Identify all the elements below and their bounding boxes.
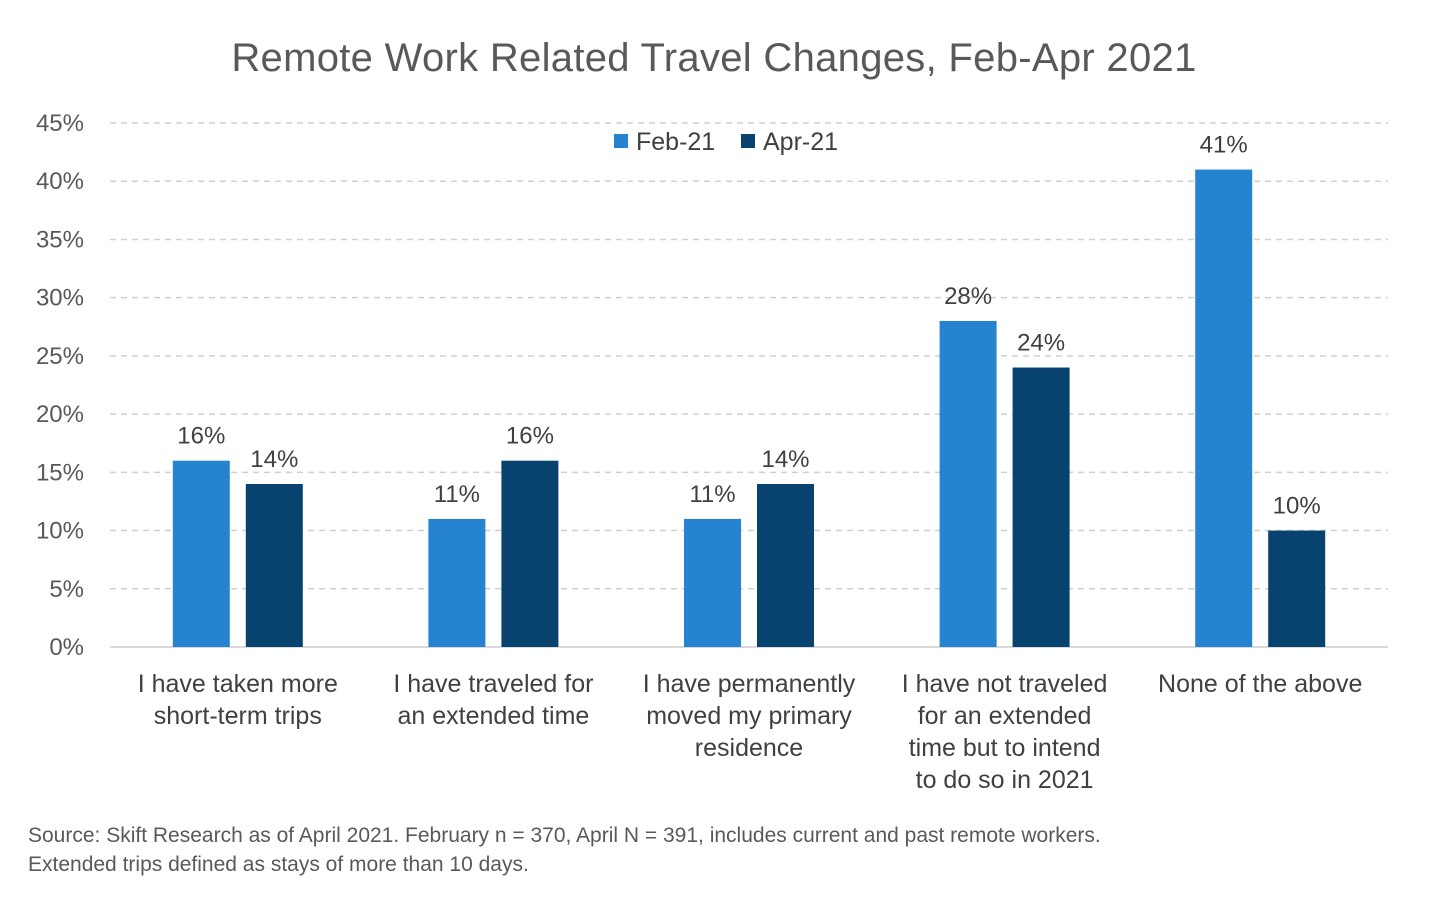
x-category-label: moved my primary xyxy=(646,702,852,730)
data-label: 16% xyxy=(177,422,226,450)
legend xyxy=(614,128,838,156)
data-label: 11% xyxy=(433,480,481,508)
data-label: 28% xyxy=(944,282,993,310)
y-tick-label: 30% xyxy=(35,284,84,312)
y-tick-label: 25% xyxy=(35,342,84,370)
data-label: 14% xyxy=(250,445,299,473)
bar xyxy=(501,461,558,647)
x-category-label: I have taken more xyxy=(137,670,338,698)
y-tick-label: 45% xyxy=(35,110,84,137)
x-category-label: I have not traveled xyxy=(901,670,1108,698)
x-category-label: residence xyxy=(694,734,804,762)
y-tick-label: 15% xyxy=(35,459,84,487)
y-tick-label: 5% xyxy=(49,575,84,603)
x-category-label: for an extended xyxy=(917,702,1092,730)
y-tick-label: 35% xyxy=(35,226,84,254)
data-labels xyxy=(177,132,1320,520)
bar xyxy=(1013,368,1070,647)
bar xyxy=(246,484,303,647)
y-tick-label: 0% xyxy=(49,634,84,661)
data-label: 10% xyxy=(1272,492,1321,520)
x-category-label: an extended time xyxy=(397,702,590,730)
y-tick-label: 40% xyxy=(35,168,84,196)
bar xyxy=(428,519,485,647)
data-label: 24% xyxy=(1017,329,1066,357)
legend-label: Apr-21 xyxy=(763,128,839,156)
legend-label: Feb-21 xyxy=(636,128,716,156)
data-label: 14% xyxy=(761,445,810,473)
bar xyxy=(757,484,814,647)
x-category-label: short-term trips xyxy=(153,702,322,730)
x-category-label: I have traveled for xyxy=(393,670,594,698)
source-note-continued: Extended trips defined as stays of more than 10 days. xyxy=(28,853,529,876)
legend-swatch xyxy=(614,134,628,148)
bar xyxy=(940,321,997,647)
data-label: 16% xyxy=(505,422,554,450)
source-note: Source: Skift Research as of April 2021. February n = 370, April N = 391, includes current and past remote workers. xyxy=(28,824,1101,847)
bars xyxy=(173,170,1325,647)
bar xyxy=(1195,170,1252,647)
x-category-label: I have permanently xyxy=(642,670,856,698)
data-label: 41% xyxy=(1199,131,1248,159)
x-category-label: to do so in 2021 xyxy=(915,766,1094,794)
data-label: 11% xyxy=(689,480,736,508)
legend-swatch xyxy=(741,134,755,148)
bar xyxy=(1268,531,1325,647)
chart-title: Remote Work Related Travel Changes, Feb-Apr 2021 xyxy=(231,36,1197,80)
y-axis-ticks xyxy=(36,110,84,661)
bar xyxy=(684,519,741,647)
x-category-label: time but to intend xyxy=(908,734,1101,762)
x-category-label: None of the above xyxy=(1158,670,1363,698)
y-tick-label: 20% xyxy=(35,401,84,429)
x-axis-categories xyxy=(138,670,1363,794)
bar xyxy=(173,461,230,647)
y-tick-label: 10% xyxy=(35,517,84,545)
